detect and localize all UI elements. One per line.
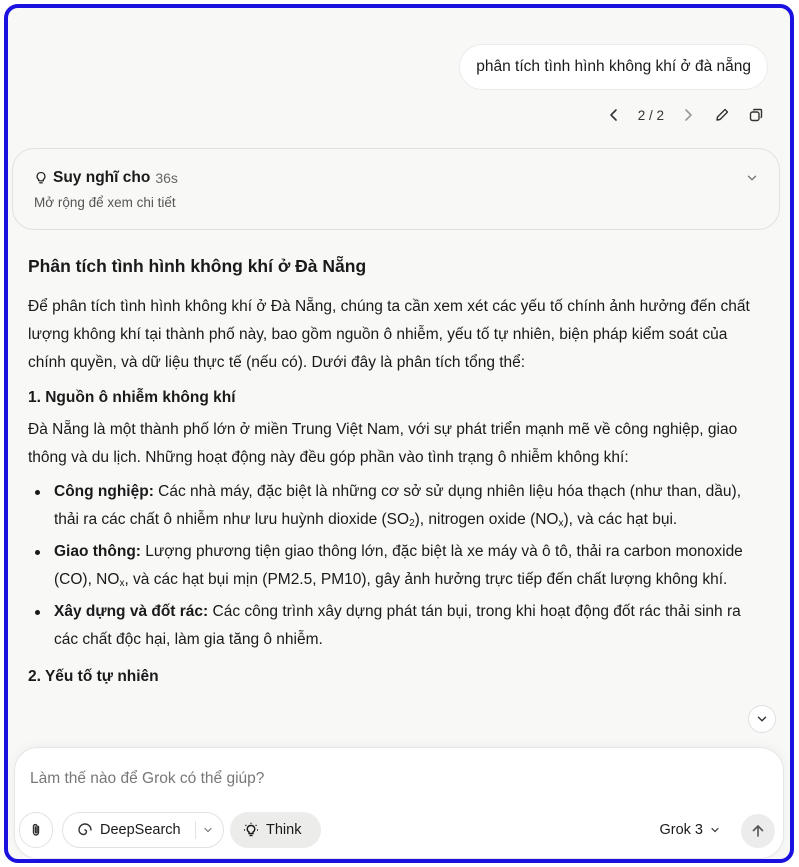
chevron-down-icon[interactable] bbox=[202, 824, 214, 836]
chevron-right-icon[interactable] bbox=[678, 105, 698, 125]
chevron-down-icon bbox=[709, 824, 721, 836]
copy-icon[interactable] bbox=[746, 105, 766, 125]
paperclip-icon bbox=[28, 822, 44, 838]
user-message-bubble bbox=[459, 44, 768, 90]
thinking-time: 36s bbox=[155, 170, 178, 186]
thinking-title: Suy nghĩ cho 36s bbox=[34, 169, 178, 187]
user-message-text: phân tích tình hình không khí ở đà nẵng bbox=[476, 58, 751, 75]
thinking-panel[interactable] bbox=[12, 148, 780, 230]
attach-button[interactable] bbox=[19, 812, 53, 848]
deepsearch-button[interactable] bbox=[62, 812, 224, 848]
send-button[interactable] bbox=[741, 814, 775, 848]
response-intro: Để phân tích tình hình không khí ở Đà Nẵng, chúng ta cần xem xét các yếu tố chính ảnh hưởng đến chất lượng không khí tại thành phố này, bao gồm nguồn ô nhiễm, yếu tố tự nhiên, biện pháp kiểm soát của chính quyền, và dữ liệu thực tế (nếu có). Dưới đây là phân tích tổng thể: bbox=[28, 298, 750, 371]
list-item: Giao thông: Lượng phương tiện giao thông lớn, đặc biệt là xe máy và ô tô, thải ra carbon monoxide (CO), $NO_x$, và các hạt bụi mịn (PM2.5, PM10), gây ảnh hưởng trực tiếp đến chất lượng không khí. bbox=[28, 538, 768, 598]
list-item: Công nghiệp: Các nhà máy, đặc biệt là những cơ sở sử dụng nhiên liệu hóa thạch (như than, dầu), thải ra các chất ô nhiễm như lưu huỳnh dioxide $(SO_2)$, nitrogen oxide $(NO_x)$, và các hạt bụi. bbox=[28, 478, 768, 538]
response-heading: Phân tích tình hình không khí ở Đà Nẵng bbox=[28, 256, 367, 276]
pagination-label: 2 / 2 bbox=[637, 107, 664, 123]
bullet-list bbox=[28, 478, 768, 654]
pencil-icon[interactable] bbox=[712, 105, 732, 125]
chevron-down-icon bbox=[755, 712, 769, 726]
think-button[interactable] bbox=[230, 812, 321, 848]
composer bbox=[14, 747, 784, 859]
think-label: Think bbox=[266, 822, 302, 838]
lightbulb-icon bbox=[243, 822, 259, 838]
spiral-icon bbox=[77, 822, 93, 838]
section-1-text: Đà Nẵng là một thành phố lớn ở miền Trung Việt Nam, với sự phát triển mạnh mẽ về công nghiệp, giao thông và du lịch. Những hoạt động này đều góp phần vào tình trạng ô nhiễm không khí: bbox=[28, 421, 738, 466]
arrow-up-icon bbox=[750, 823, 766, 839]
section-2-title: 2. Yếu tố tự nhiên bbox=[28, 668, 159, 685]
assistant-response bbox=[28, 256, 768, 695]
prompt-input[interactable] bbox=[30, 770, 710, 788]
chat-window bbox=[4, 4, 794, 863]
model-label: Grok 3 bbox=[659, 822, 703, 838]
chevron-down-icon[interactable] bbox=[745, 171, 759, 185]
deepsearch-label: DeepSearch bbox=[100, 822, 181, 838]
list-item: Xây dựng và đốt rác: Các công trình xây dựng phát tán bụi, trong khi hoạt động đốt rác thải sinh ra các chất độc hại, làm gia tăng ô nhiễm. bbox=[28, 598, 768, 654]
lightbulb-icon bbox=[34, 171, 48, 185]
scroll-to-bottom-button[interactable] bbox=[748, 705, 776, 733]
thinking-subtitle: Mở rộng để xem chi tiết bbox=[34, 195, 176, 210]
section-1-title: 1. Nguồn ô nhiễm không khí bbox=[28, 389, 236, 406]
model-selector[interactable] bbox=[659, 822, 721, 838]
message-actions bbox=[604, 105, 766, 125]
chevron-left-icon[interactable] bbox=[604, 105, 624, 125]
